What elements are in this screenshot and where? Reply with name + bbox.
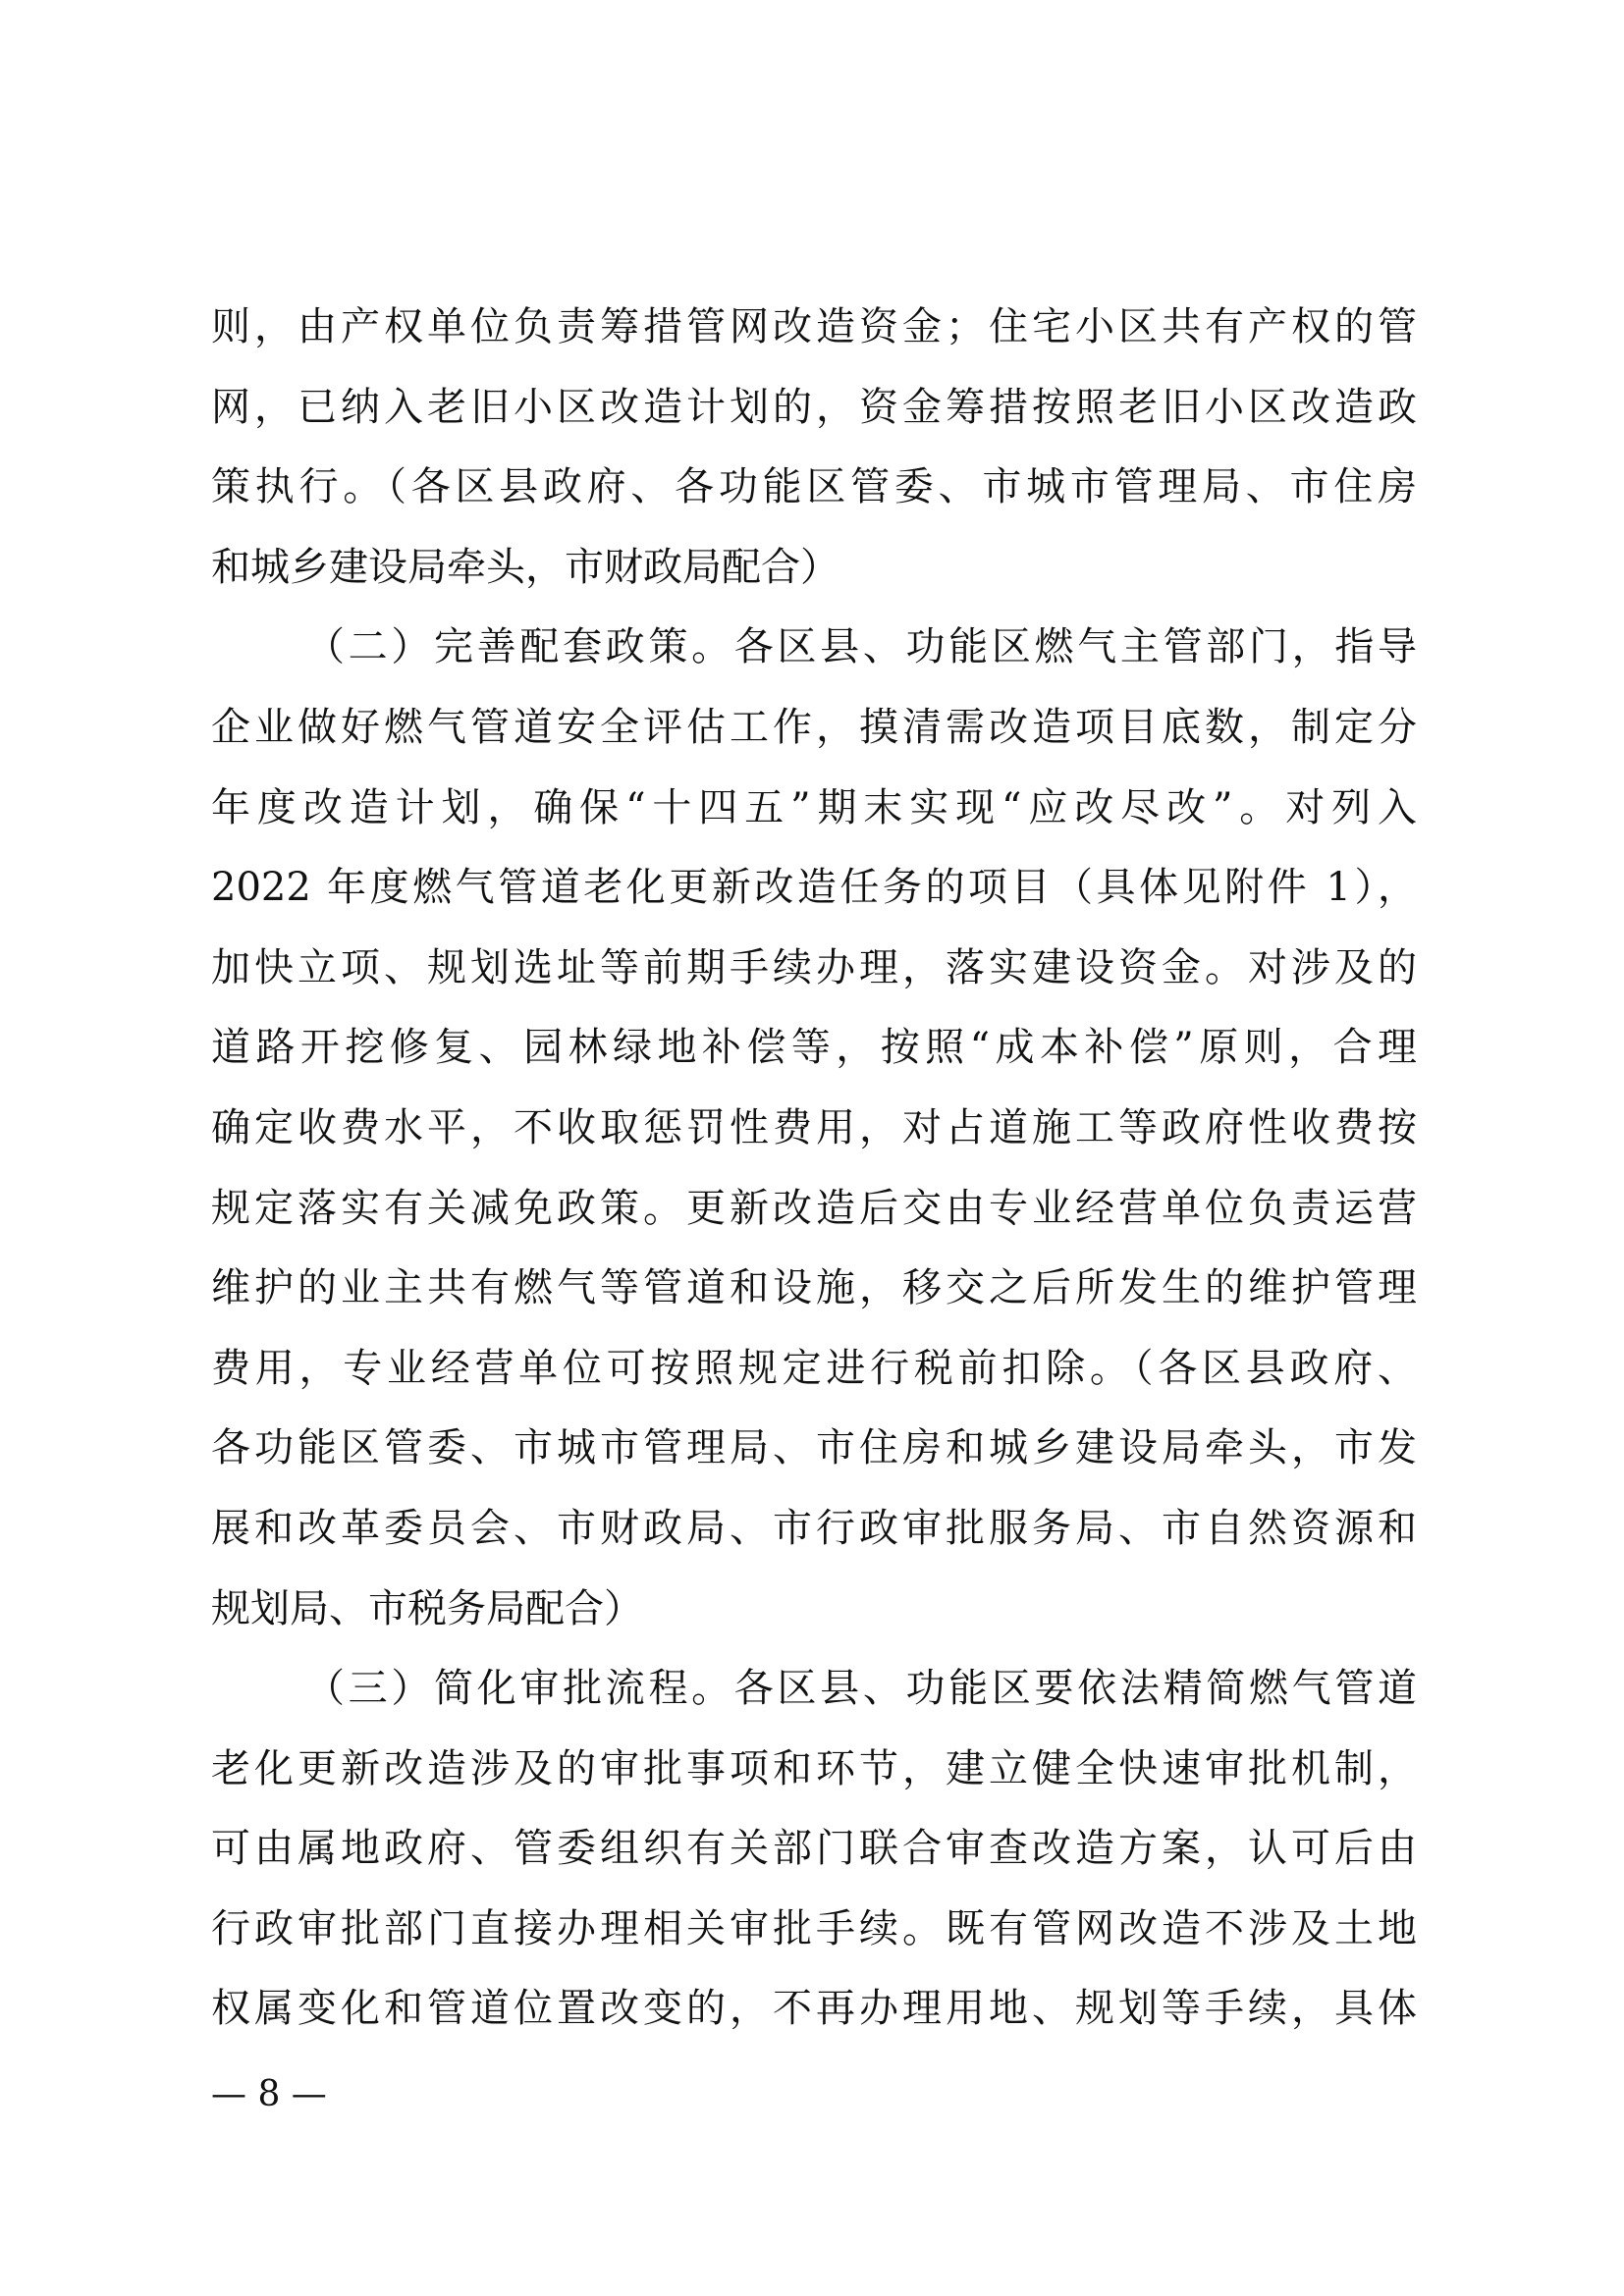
- text-line: 和城乡建设局牵头，市财政局配合）: [211, 544, 839, 590]
- section-heading-line: （三）简化审批流程。各区县、功能区要依法精简燃气管道: [305, 1666, 1417, 1712]
- page-number: — 8 —: [211, 2074, 327, 2114]
- text-line: 2022 年度燃气管道老化更新改造任务的项目（具体见附件 1），: [211, 865, 1417, 911]
- text-line: 企业做好燃气管道安全评估工作，摸清需改造项目底数，制定分: [211, 704, 1417, 750]
- text-line: 展和改革委员会、市财政局、市行政审批服务局、市自然资源和: [211, 1505, 1417, 1551]
- text-line: 可由属地政府、管委组织有关部门联合审查改造方案，认可后由: [211, 1826, 1417, 1872]
- text-line: 规划局、市税务局配合）: [211, 1585, 643, 1631]
- text-line: 加快立项、规划选址等前期手续办理，落实建设资金。对涉及的: [211, 944, 1417, 990]
- text-line: 网，已纳入老旧小区改造计划的，资金筹措按照老旧小区改造政: [211, 384, 1417, 430]
- text-line: 规定落实有关减免政策。更新改造后交由专业经营单位负责运营: [211, 1185, 1417, 1231]
- text-line: 年度改造计划，确保“十四五”期末实现“应改尽改”。对列入: [211, 784, 1417, 830]
- text-line: 权属变化和管道位置改变的，不再办理用地、规划等手续，具体: [211, 1986, 1417, 2032]
- text-line: 道路开挖修复、园林绿地补偿等，按照“成本补偿”原则，合理: [211, 1025, 1417, 1071]
- text-line: 行政审批部门直接办理相关审批手续。既有管网改造不涉及土地: [211, 1905, 1417, 1951]
- text-line: 确定收费水平，不收取惩罚性费用，对占道施工等政府性收费按: [211, 1104, 1417, 1150]
- text-line: 老化更新改造涉及的审批事项和环节，建立健全快速审批机制，: [211, 1745, 1417, 1791]
- section-heading-line: （二）完善配套政策。各区县、功能区燃气主管部门，指导: [305, 624, 1417, 670]
- text-line: 维护的业主共有燃气等管道和设施，移交之后所发生的维护管理: [211, 1265, 1417, 1311]
- text-line: 策执行。（各区县政府、各功能区管委、市城市管理局、市住房: [211, 464, 1417, 510]
- text-line: 费用，专业经营单位可按照规定进行税前扣除。（各区县政府、: [211, 1345, 1417, 1391]
- body-text: [211, 288, 1417, 2050]
- text-line: 则，由产权单位负责筹措管网改造资金；住宅小区共有产权的管: [211, 304, 1417, 349]
- text-line: 各功能区管委、市城市管理局、市住房和城乡建设局牵头，市发: [211, 1425, 1417, 1471]
